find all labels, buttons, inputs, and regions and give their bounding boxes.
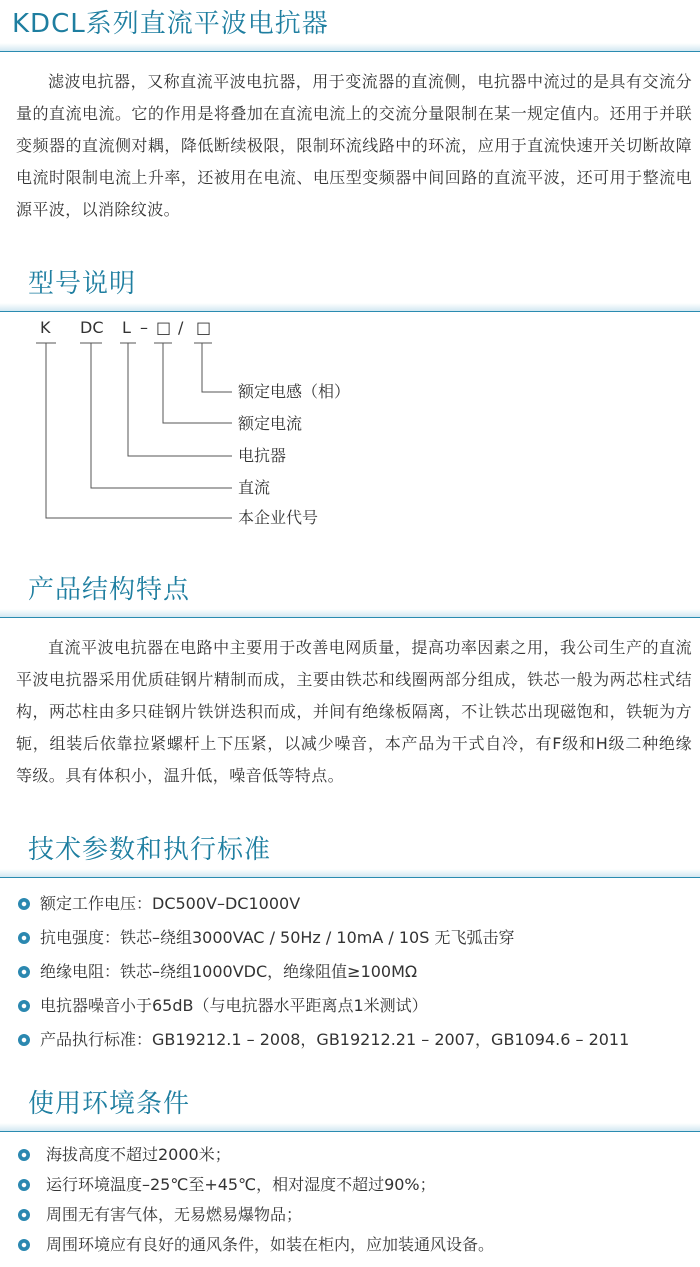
bullet-icon xyxy=(18,1179,30,1191)
title-fade xyxy=(0,43,700,51)
model-code-slash: / xyxy=(178,318,184,337)
model-section-header xyxy=(0,260,700,316)
bullet-icon xyxy=(18,1034,30,1046)
list-item xyxy=(0,989,700,1023)
list-item xyxy=(0,1230,700,1260)
intro-paragraph: 滤波电抗器，又称直流平波电抗器，用于变流器的直流侧，电抗器中流过的是具有交流分量的直流电流。它的作用是将叠加在直流电流上的交流分量限制在某一规定值内。还用于并联变频器的直流侧对耦，降低断续极限，限制环流线路中的环流，应用于直流快速开关切断故障电流时限制电流上升率，还被用在电流、电压型变频器中间回路的直流平波，还可用于整流电源平波，以消除纹波。 xyxy=(16,72,692,219)
list-item xyxy=(0,1170,700,1200)
env-list xyxy=(0,1140,700,1260)
env-fade xyxy=(0,1123,700,1131)
bullet-icon xyxy=(18,1149,30,1161)
bullet-icon xyxy=(18,1000,30,1012)
tech-fade xyxy=(0,869,700,877)
page-title: KDCL系列直流平波电抗器 xyxy=(12,9,329,39)
tech-item-insulation: 绝缘电阻：铁芯–绕组1000VDC，绝缘阻值≥100MΩ xyxy=(40,962,418,981)
env-item-gas: 周围无有害气体，无易燃易爆物品； xyxy=(46,1205,303,1224)
model-diagram xyxy=(0,318,700,538)
list-item xyxy=(0,955,700,989)
model-diagram-lines xyxy=(0,318,700,538)
structure-section-title: 产品结构特点 xyxy=(28,575,191,605)
title-rule xyxy=(0,51,700,52)
model-label-dc: 直流 xyxy=(238,478,271,497)
bullet-icon xyxy=(18,966,30,978)
list-item xyxy=(0,1140,700,1170)
structure-fade xyxy=(0,609,700,617)
model-label-inductance: 额定电感（相） xyxy=(238,382,351,401)
bullet-icon xyxy=(18,898,30,910)
env-item-temperature: 运行环境温度–25℃至+45℃，相对湿度不超过90%； xyxy=(46,1175,436,1194)
structure-rule xyxy=(0,617,700,618)
model-code-box-1: □ xyxy=(156,318,172,337)
model-label-company: 本企业代号 xyxy=(238,508,319,527)
bullet-icon xyxy=(18,1209,30,1221)
list-item xyxy=(0,1023,700,1057)
model-code-l: L xyxy=(122,318,131,337)
structure-paragraph: 直流平波电抗器在电路中主要用于改善电网质量，提高功率因素之用，我公司生产的直流平波电抗器采用优质硅钢片精制而成，主要由铁芯和线圈两部分组成，铁芯一般为两芯柱式结构，两芯柱由多只硅钢片铁饼迭积而成，并间有绝缘板隔离，不让铁芯出现磁饱和，铁轭为方轭，组装后依靠拉紧螺杆上下压紧，以减少噪音，本产品为干式自冷，有F级和H级二种绝缘等级。具有体积小，温升低，噪音低等特点。 xyxy=(16,638,692,785)
model-section-title: 型号说明 xyxy=(28,269,137,299)
list-item xyxy=(0,1200,700,1230)
env-section-header xyxy=(0,1080,700,1136)
bullet-icon xyxy=(18,1239,30,1251)
model-rule xyxy=(0,311,700,312)
structure-section-header xyxy=(0,566,700,622)
tech-section-title: 技术参数和执行标准 xyxy=(28,835,272,865)
env-rule xyxy=(0,1131,700,1132)
model-fade xyxy=(0,303,700,311)
env-item-altitude: 海拔高度不超过2000米； xyxy=(46,1145,231,1164)
tech-list xyxy=(0,887,700,1057)
env-section-title: 使用环境条件 xyxy=(28,1089,191,1119)
model-code-box-2: □ xyxy=(196,318,212,337)
tech-rule xyxy=(0,877,700,878)
model-label-reactor: 电抗器 xyxy=(238,446,287,465)
tech-item-withstand: 抗电强度：铁芯–绕组3000VAC / 50Hz / 10mA / 10S 无飞弧击穿 xyxy=(40,928,515,947)
list-item xyxy=(0,921,700,955)
tech-item-standards: 产品执行标准：GB19212.1 – 2008，GB19212.21 – 2007，GB1094.6 – 2011 xyxy=(40,1030,630,1049)
tech-item-noise: 电抗器噪音小于65dB（与电抗器水平距离点1米测试） xyxy=(40,996,428,1015)
model-code-dash: – xyxy=(140,318,148,337)
tech-item-voltage: 额定工作电压：DC500V–DC1000V xyxy=(40,894,301,913)
page-header xyxy=(0,0,700,56)
env-item-ventilation: 周围环境应有良好的通风条件，如装在柜内，应加装通风设备。 xyxy=(46,1235,495,1254)
model-label-current: 额定电流 xyxy=(238,414,303,433)
model-code-dc: DC xyxy=(80,318,104,337)
bullet-icon xyxy=(18,932,30,944)
tech-section-header xyxy=(0,826,700,882)
list-item xyxy=(0,887,700,921)
model-code-k: K xyxy=(40,318,51,337)
